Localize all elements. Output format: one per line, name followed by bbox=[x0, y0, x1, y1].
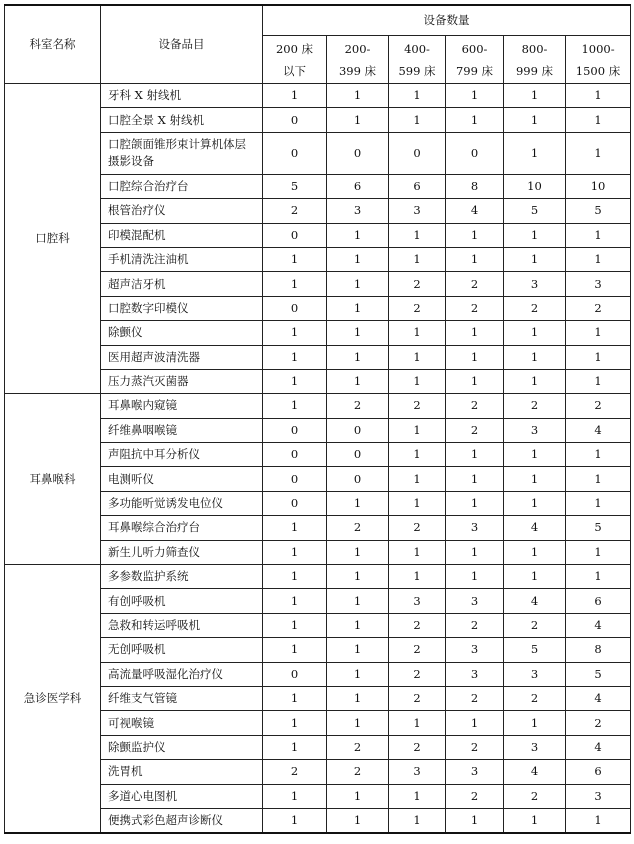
quantity-cell: 3 bbox=[389, 760, 446, 784]
quantity-cell: 2 bbox=[389, 638, 446, 662]
dept-header: 科室名称 bbox=[5, 5, 101, 84]
quantity-cell: 2 bbox=[263, 199, 327, 223]
quantity-cell: 3 bbox=[446, 662, 504, 686]
quantity-cell: 1 bbox=[389, 418, 446, 442]
item-name: 洗胃机 bbox=[108, 764, 143, 779]
quantity-cell: 1 bbox=[263, 711, 327, 735]
table-body bbox=[5, 84, 631, 833]
item-name: 口腔数字印模仪 bbox=[108, 300, 189, 315]
quantity-cell: 2 bbox=[446, 394, 504, 418]
quantity-cell: 1 bbox=[566, 345, 631, 369]
item-name: 牙科 X 射线机 bbox=[108, 88, 181, 103]
quantity-cell: 1 bbox=[389, 321, 446, 345]
quantity-cell: 1 bbox=[504, 84, 566, 108]
quantity-cell: 2 bbox=[389, 272, 446, 296]
quantity-cell: 1 bbox=[327, 321, 389, 345]
item-name-cell bbox=[101, 565, 263, 589]
item-name: 可视喉镜 bbox=[108, 715, 154, 730]
quantity-cell: 1 bbox=[389, 247, 446, 271]
quantity-cell: 4 bbox=[566, 735, 631, 759]
item-name: 纤维支气管镜 bbox=[108, 691, 177, 706]
item-name: 口腔全景 X 射线机 bbox=[108, 112, 204, 127]
item-header: 设备品目 bbox=[101, 5, 263, 84]
quantity-cell: 1 bbox=[389, 784, 446, 808]
quantity-cell: 6 bbox=[389, 174, 446, 198]
quantity-cell: 0 bbox=[263, 223, 327, 247]
quantity-cell: 1 bbox=[446, 491, 504, 515]
quantity-cell: 0 bbox=[263, 467, 327, 491]
bed-header-5: 1000- 1500 床 bbox=[566, 36, 631, 84]
item-name: 耳鼻喉内窥镜 bbox=[108, 398, 177, 413]
quantity-cell: 2 bbox=[566, 711, 631, 735]
item-name-cell bbox=[101, 84, 263, 108]
dept-cell: 急诊医学科 bbox=[5, 565, 101, 833]
quantity-cell: 5 bbox=[566, 199, 631, 223]
quantity-cell: 1 bbox=[446, 369, 504, 393]
quantity-cell: 3 bbox=[446, 516, 504, 540]
quantity-cell: 1 bbox=[504, 369, 566, 393]
bed-header-0: 200 床 以下 bbox=[263, 36, 327, 84]
quantity-cell: 5 bbox=[504, 638, 566, 662]
item-name: 口腔颌面锥形束计算机体层 bbox=[108, 137, 246, 152]
quantity-cell: 3 bbox=[446, 760, 504, 784]
quantity-cell: 3 bbox=[389, 199, 446, 223]
quantity-cell: 0 bbox=[263, 443, 327, 467]
quantity-cell: 2 bbox=[446, 686, 504, 710]
quantity-cell: 5 bbox=[263, 174, 327, 198]
quantity-cell: 2 bbox=[389, 735, 446, 759]
quantity-cell: 2 bbox=[263, 760, 327, 784]
quantity-cell: 1 bbox=[263, 565, 327, 589]
item-name-cell bbox=[101, 369, 263, 393]
quantity-cell: 8 bbox=[446, 174, 504, 198]
dept-cell: 耳鼻喉科 bbox=[5, 394, 101, 565]
item-name: 耳鼻喉综合治疗台 bbox=[108, 520, 200, 535]
quantity-cell: 2 bbox=[504, 613, 566, 637]
quantity-cell: 1 bbox=[263, 638, 327, 662]
item-name-cell bbox=[101, 808, 263, 832]
quantity-cell: 2 bbox=[389, 686, 446, 710]
table-row bbox=[5, 394, 631, 418]
item-name: 超声洁牙机 bbox=[108, 276, 166, 291]
quantity-cell: 1 bbox=[446, 808, 504, 832]
item-name: 口腔综合治疗台 bbox=[108, 178, 189, 193]
quantity-cell: 1 bbox=[389, 84, 446, 108]
item-name-cell bbox=[101, 589, 263, 613]
quantity-cell: 1 bbox=[327, 565, 389, 589]
item-name: 纤维鼻咽喉镜 bbox=[108, 422, 177, 437]
quantity-cell: 1 bbox=[327, 108, 389, 132]
item-name: 手机清洗注油机 bbox=[108, 252, 189, 267]
quantity-cell: 2 bbox=[327, 394, 389, 418]
item-name-cell bbox=[101, 784, 263, 808]
quantity-cell: 1 bbox=[566, 247, 631, 271]
bed-header-1: 200- 399 床 bbox=[327, 36, 389, 84]
quantity-cell: 1 bbox=[566, 223, 631, 247]
quantity-cell: 5 bbox=[566, 516, 631, 540]
quantity-cell: 1 bbox=[446, 84, 504, 108]
quantity-cell: 2 bbox=[446, 613, 504, 637]
item-name-cell bbox=[101, 247, 263, 271]
quantity-cell: 1 bbox=[389, 223, 446, 247]
quantity-cell: 2 bbox=[504, 686, 566, 710]
quantity-cell: 4 bbox=[566, 418, 631, 442]
quantity-cell: 1 bbox=[327, 247, 389, 271]
quantity-cell: 1 bbox=[446, 345, 504, 369]
item-name-cell bbox=[101, 418, 263, 442]
quantity-cell: 1 bbox=[263, 735, 327, 759]
quantity-cell: 1 bbox=[327, 784, 389, 808]
quantity-cell: 1 bbox=[327, 711, 389, 735]
quantity-cell: 1 bbox=[263, 589, 327, 613]
item-name-cell bbox=[101, 108, 263, 132]
quantity-cell: 4 bbox=[504, 760, 566, 784]
quantity-cell: 2 bbox=[327, 760, 389, 784]
quantity-cell: 4 bbox=[566, 613, 631, 637]
quantity-cell: 0 bbox=[263, 662, 327, 686]
quantity-cell: 0 bbox=[327, 418, 389, 442]
quantity-cell: 3 bbox=[446, 589, 504, 613]
quantity-cell: 1 bbox=[389, 369, 446, 393]
item-name-cell bbox=[101, 467, 263, 491]
item-name-cell bbox=[101, 638, 263, 662]
item-name-cell bbox=[101, 345, 263, 369]
quantity-cell: 3 bbox=[504, 272, 566, 296]
quantity-cell: 3 bbox=[566, 272, 631, 296]
item-name: 除颤仪 bbox=[108, 325, 143, 340]
bed-header-3: 600- 799 床 bbox=[446, 36, 504, 84]
item-name: 多参数监护系统 bbox=[108, 569, 189, 584]
quantity-cell: 1 bbox=[446, 711, 504, 735]
item-name-cell bbox=[101, 491, 263, 515]
quantity-cell: 1 bbox=[327, 272, 389, 296]
quantity-cell: 6 bbox=[566, 760, 631, 784]
quantity-cell: 3 bbox=[566, 784, 631, 808]
dept-cell: 口腔科 bbox=[5, 84, 101, 394]
quantity-cell: 1 bbox=[504, 467, 566, 491]
quantity-cell: 1 bbox=[263, 345, 327, 369]
quantity-cell: 2 bbox=[446, 272, 504, 296]
quantity-cell: 1 bbox=[389, 443, 446, 467]
item-name-cell bbox=[101, 321, 263, 345]
quantity-cell: 2 bbox=[389, 394, 446, 418]
item-name-cell bbox=[101, 394, 263, 418]
quantity-cell: 2 bbox=[389, 296, 446, 320]
quantity-cell: 1 bbox=[389, 467, 446, 491]
quantity-cell: 1 bbox=[504, 223, 566, 247]
bed-header-4: 800- 999 床 bbox=[504, 36, 566, 84]
item-name: 声阻抗中耳分析仪 bbox=[108, 447, 200, 462]
quantity-cell: 0 bbox=[327, 467, 389, 491]
item-name: 印模混配机 bbox=[108, 227, 166, 242]
quantity-cell: 1 bbox=[263, 613, 327, 637]
quantity-cell: 1 bbox=[327, 223, 389, 247]
quantity-cell: 1 bbox=[263, 394, 327, 418]
quantity-cell: 6 bbox=[566, 589, 631, 613]
item-name: 高流量呼吸湿化治疗仪 bbox=[108, 666, 223, 681]
item-name-cell bbox=[101, 760, 263, 784]
quantity-cell: 4 bbox=[446, 199, 504, 223]
quantity-cell: 0 bbox=[263, 491, 327, 515]
item-name-cell bbox=[101, 223, 263, 247]
quantity-cell: 1 bbox=[504, 247, 566, 271]
quantity-cell: 3 bbox=[389, 589, 446, 613]
quantity-cell: 2 bbox=[327, 516, 389, 540]
quantity-cell: 1 bbox=[504, 711, 566, 735]
quantity-cell: 1 bbox=[263, 686, 327, 710]
quantity-cell: 1 bbox=[327, 369, 389, 393]
quantity-cell: 1 bbox=[566, 321, 631, 345]
quantity-cell: 2 bbox=[389, 516, 446, 540]
quantity-cell: 1 bbox=[504, 565, 566, 589]
quantity-cell: 0 bbox=[263, 418, 327, 442]
item-name: 多功能听觉诱发电位仪 bbox=[108, 496, 223, 511]
quantity-cell: 2 bbox=[446, 296, 504, 320]
item-name-cell bbox=[101, 443, 263, 467]
item-name: 医用超声波清洗器 bbox=[108, 349, 200, 364]
quantity-cell: 1 bbox=[446, 223, 504, 247]
quantity-cell: 2 bbox=[504, 784, 566, 808]
quantity-cell: 1 bbox=[446, 467, 504, 491]
quantity-cell: 1 bbox=[566, 467, 631, 491]
quantity-cell: 1 bbox=[504, 491, 566, 515]
quantity-cell: 1 bbox=[446, 443, 504, 467]
item-name: 无创呼吸机 bbox=[108, 642, 166, 657]
quantity-cell: 1 bbox=[327, 686, 389, 710]
quantity-cell: 1 bbox=[263, 369, 327, 393]
item-name-cell bbox=[101, 662, 263, 686]
item-name-cell bbox=[101, 272, 263, 296]
item-name: 新生儿听力筛查仪 bbox=[108, 544, 200, 559]
quantity-cell: 1 bbox=[263, 272, 327, 296]
equipment-table-page bbox=[4, 4, 630, 834]
quantity-cell: 0 bbox=[263, 296, 327, 320]
item-name-cell bbox=[101, 686, 263, 710]
quantity-cell: 1 bbox=[504, 345, 566, 369]
quantity-cell: 2 bbox=[389, 613, 446, 637]
quantity-cell: 1 bbox=[446, 108, 504, 132]
quantity-cell: 1 bbox=[389, 711, 446, 735]
quantity-cell: 1 bbox=[327, 662, 389, 686]
quantity-cell: 1 bbox=[389, 345, 446, 369]
quantity-cell: 1 bbox=[327, 84, 389, 108]
item-name: 多道心电图机 bbox=[108, 788, 177, 803]
bed-header-2: 400- 599 床 bbox=[389, 36, 446, 84]
quantity-cell: 2 bbox=[327, 735, 389, 759]
item-name: 电测听仪 bbox=[108, 471, 154, 486]
quantity-cell: 3 bbox=[504, 418, 566, 442]
table-row bbox=[5, 84, 631, 108]
quantity-cell: 1 bbox=[504, 540, 566, 564]
quantity-cell: 1 bbox=[389, 808, 446, 832]
quantity-cell: 1 bbox=[504, 808, 566, 832]
item-name-cell bbox=[101, 711, 263, 735]
quantity-cell: 10 bbox=[504, 174, 566, 198]
quantity-cell: 0 bbox=[263, 132, 327, 174]
quantity-cell: 1 bbox=[327, 491, 389, 515]
quantity-cell: 2 bbox=[504, 296, 566, 320]
item-name-cell bbox=[101, 540, 263, 564]
quantity-cell: 1 bbox=[263, 247, 327, 271]
quantity-cell: 5 bbox=[566, 662, 631, 686]
quantity-cell: 1 bbox=[566, 108, 631, 132]
quantity-cell: 3 bbox=[504, 662, 566, 686]
quantity-cell: 4 bbox=[504, 516, 566, 540]
quantity-cell: 4 bbox=[504, 589, 566, 613]
quantity-cell: 1 bbox=[263, 784, 327, 808]
equipment-table bbox=[4, 4, 631, 834]
item-name-line2: 摄影设备 bbox=[108, 154, 154, 169]
quantity-cell: 2 bbox=[446, 418, 504, 442]
item-name-cell bbox=[101, 132, 263, 174]
quantity-cell: 1 bbox=[327, 808, 389, 832]
quantity-cell: 0 bbox=[327, 132, 389, 174]
quantity-cell: 0 bbox=[327, 443, 389, 467]
table-row bbox=[5, 565, 631, 589]
quantity-cell: 3 bbox=[327, 199, 389, 223]
quantity-cell: 1 bbox=[389, 108, 446, 132]
quantity-cell: 1 bbox=[504, 443, 566, 467]
item-name: 根管治疗仪 bbox=[108, 203, 166, 218]
quantity-cell: 1 bbox=[566, 540, 631, 564]
quantity-cell: 1 bbox=[566, 491, 631, 515]
quantity-cell: 1 bbox=[263, 321, 327, 345]
quantity-cell: 1 bbox=[327, 345, 389, 369]
item-name-cell bbox=[101, 174, 263, 198]
quantity-cell: 0 bbox=[389, 132, 446, 174]
quantity-cell: 1 bbox=[327, 638, 389, 662]
quantity-cell: 3 bbox=[446, 638, 504, 662]
item-name: 有创呼吸机 bbox=[108, 593, 166, 608]
quantity-cell: 2 bbox=[566, 394, 631, 418]
quantity-cell: 1 bbox=[389, 565, 446, 589]
quantity-cell: 1 bbox=[566, 84, 631, 108]
item-name: 急救和转运呼吸机 bbox=[108, 618, 200, 632]
quantity-cell: 3 bbox=[504, 735, 566, 759]
quantity-cell: 1 bbox=[504, 132, 566, 174]
quantity-cell: 1 bbox=[263, 84, 327, 108]
quantity-cell: 10 bbox=[566, 174, 631, 198]
quantity-cell: 1 bbox=[504, 321, 566, 345]
item-name-cell bbox=[101, 735, 263, 759]
quantity-header: 设备数量 bbox=[263, 5, 631, 36]
quantity-cell: 1 bbox=[389, 540, 446, 564]
quantity-cell: 1 bbox=[566, 132, 631, 174]
item-name-cell bbox=[101, 613, 263, 637]
quantity-cell: 1 bbox=[566, 443, 631, 467]
quantity-cell: 1 bbox=[327, 613, 389, 637]
quantity-cell: 1 bbox=[327, 589, 389, 613]
quantity-cell: 1 bbox=[263, 808, 327, 832]
quantity-cell: 4 bbox=[566, 686, 631, 710]
quantity-cell: 2 bbox=[446, 735, 504, 759]
quantity-cell: 1 bbox=[263, 540, 327, 564]
quantity-cell: 2 bbox=[504, 394, 566, 418]
item-name: 便携式彩色超声诊断仪 bbox=[108, 812, 223, 827]
quantity-cell: 1 bbox=[446, 247, 504, 271]
quantity-cell: 1 bbox=[327, 296, 389, 320]
quantity-cell: 1 bbox=[389, 491, 446, 515]
quantity-cell: 1 bbox=[566, 565, 631, 589]
item-name-cell bbox=[101, 296, 263, 320]
quantity-cell: 1 bbox=[327, 540, 389, 564]
quantity-cell: 8 bbox=[566, 638, 631, 662]
quantity-cell: 1 bbox=[446, 540, 504, 564]
quantity-cell: 1 bbox=[566, 808, 631, 832]
item-name-cell bbox=[101, 516, 263, 540]
quantity-cell: 1 bbox=[446, 565, 504, 589]
quantity-cell: 6 bbox=[327, 174, 389, 198]
quantity-cell: 1 bbox=[263, 516, 327, 540]
item-name: 除颤监护仪 bbox=[108, 739, 166, 754]
quantity-cell: 5 bbox=[504, 199, 566, 223]
quantity-cell: 0 bbox=[446, 132, 504, 174]
quantity-cell: 2 bbox=[566, 296, 631, 320]
item-name-cell bbox=[101, 199, 263, 223]
quantity-cell: 1 bbox=[446, 321, 504, 345]
quantity-cell: 2 bbox=[446, 784, 504, 808]
item-name: 压力蒸汽灭菌器 bbox=[108, 374, 189, 389]
quantity-cell: 1 bbox=[566, 369, 631, 393]
quantity-cell: 0 bbox=[263, 108, 327, 132]
quantity-cell: 2 bbox=[389, 662, 446, 686]
quantity-cell: 1 bbox=[504, 108, 566, 132]
